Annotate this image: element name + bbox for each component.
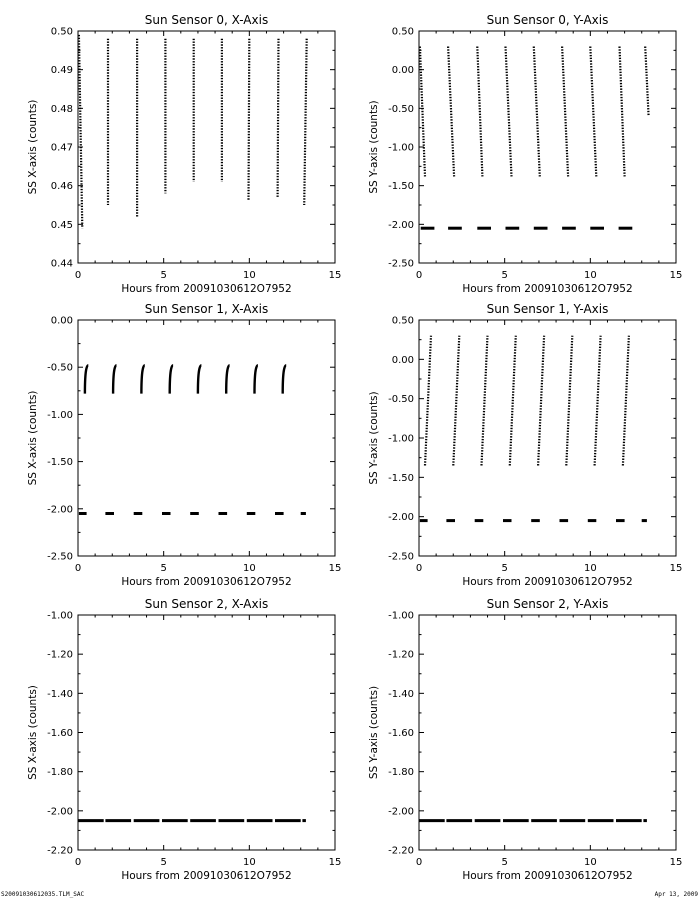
x-axis-label: Hours from 20091030612O7952 [462,870,633,882]
data-mark-s0-6 [595,336,601,466]
data-mark-s0-8 [645,47,648,117]
data-mark-s0-4 [538,336,544,466]
y-tick-label: -0.50 [388,394,414,406]
y-axis-label: SS Y-axis (counts) [368,685,380,780]
y-axis-label: SS X-axis (counts) [27,685,39,780]
x-tick-label: 15 [669,857,683,868]
x-tick-label: 15 [328,857,342,868]
y-tick-label: -2.50 [388,258,414,270]
data-mark-s0-0 [420,47,425,177]
data-mark-s0-8 [304,39,307,205]
y-tick-label: -2.50 [388,551,414,563]
data-mark-s0-1 [448,47,454,177]
y-tick-label: 0.47 [50,142,73,154]
data-mark-s0-7 [620,47,625,177]
x-tick-label: 5 [501,270,508,281]
y-tick-label: -0.50 [388,103,414,115]
x-axis-label: Hours from 20091030612O7952 [121,576,292,588]
data-mark-s0-3 [506,47,512,177]
chart-panel-4 [27,597,341,882]
y-tick-label: -1.50 [388,472,414,484]
y-tick-label: -1.50 [47,457,73,469]
x-tick-label: 10 [583,270,597,281]
y-tick-label: -0.50 [47,362,73,374]
data-mark-s0-2 [482,336,488,466]
data-mark-s0-6 [255,365,258,393]
data-mark-s0-2 [141,365,144,393]
data-mark-s0-0 [425,336,431,466]
chart-panel-3 [368,302,682,588]
data-mark-s0-7 [283,365,287,393]
chart-title: Sun Sensor 1, Y-Axis [486,302,609,316]
y-axis-label: SS X-axis (counts) [27,390,39,486]
x-tick-label: 0 [415,270,423,281]
y-tick-label: 0.49 [50,65,73,77]
y-tick-label: 0.00 [391,65,414,77]
y-tick-label: -1.20 [388,649,414,661]
x-tick-label: 15 [328,270,342,281]
data-mark-s0-7 [623,336,629,466]
x-tick-label: 5 [160,270,167,281]
plot-frame [78,31,335,263]
chart-title: Sun Sensor 0, Y-Axis [486,13,609,27]
y-tick-label: -2.20 [47,845,73,857]
data-mark-s0-0 [79,35,82,228]
y-tick-label: 0.50 [391,26,414,38]
x-axis-label: Hours from 20091030612O7952 [462,576,633,588]
y-tick-label: -1.00 [47,409,73,421]
data-mark-s0-1 [113,365,116,393]
data-mark-s0-1 [453,336,459,466]
x-tick-label: 10 [242,270,256,281]
data-mark-s0-5 [226,365,229,393]
data-mark-s0-3 [510,336,516,466]
y-tick-label: -2.50 [47,551,73,563]
y-tick-label: -1.40 [47,688,73,700]
data-mark-s0-6 [590,47,596,177]
y-tick-label: 0.44 [50,258,73,270]
y-tick-label: 0.50 [391,315,414,327]
y-tick-label: -1.00 [388,142,414,154]
y-tick-label: 0.00 [50,315,73,327]
y-axis-label: SS Y-axis (counts) [368,391,380,485]
x-tick-label: 5 [501,563,508,574]
y-tick-label: -2.00 [47,504,73,516]
x-tick-label: 10 [242,857,256,868]
chart-title: Sun Sensor 2, X-Axis [144,597,269,611]
x-tick-label: 0 [74,563,82,574]
y-tick-label: 0.45 [50,219,73,231]
y-tick-label: -2.00 [388,806,414,818]
chart-title: Sun Sensor 2, Y-Axis [486,597,609,611]
x-tick-label: 5 [160,563,167,574]
chart-panel-0 [27,13,341,295]
x-tick-label: 15 [328,563,342,574]
chart-panel-2 [27,302,341,588]
chart-panel-5 [368,597,682,882]
y-tick-label: -1.00 [388,610,414,622]
x-tick-label: 0 [415,563,423,574]
x-tick-label: 15 [669,563,683,574]
y-tick-label: -1.00 [388,433,414,445]
x-tick-label: 5 [501,857,508,868]
y-tick-label: -1.00 [47,610,73,622]
y-tick-label: -1.60 [47,728,73,739]
data-mark-s0-5 [562,47,568,177]
data-mark-s0-6 [249,39,250,201]
y-tick-label: -1.60 [388,728,414,739]
plot-frame [78,320,335,556]
data-mark-s0-2 [477,47,482,177]
data-mark-s0-5 [566,336,572,466]
y-tick-label: -1.80 [47,767,73,779]
y-tick-label: 0.00 [391,354,414,366]
y-tick-label: -2.00 [388,219,414,231]
y-axis-label: SS X-axis (counts) [27,99,39,195]
x-axis-label: Hours from 20091030612O7952 [462,283,633,295]
x-tick-label: 0 [74,270,82,281]
x-axis-label: Hours from 20091030612O7952 [121,283,292,295]
y-tick-label: -1.40 [388,688,414,700]
footer-source-file: S20091030612035.TLM_SAC [1,891,85,898]
y-tick-label: -1.80 [388,767,414,779]
x-tick-label: 5 [160,857,167,868]
chart-panel-1 [368,13,682,295]
y-tick-label: 0.48 [50,103,73,115]
y-tick-label: -2.00 [47,806,73,818]
x-tick-label: 0 [74,857,82,868]
x-axis-label: Hours from 20091030612O7952 [121,870,292,882]
chart-title: Sun Sensor 0, X-Axis [144,13,269,27]
x-tick-label: 10 [583,563,597,574]
data-mark-s0-4 [534,47,540,177]
footer-date: Apr 13, 2009 [654,891,698,898]
data-mark-s0-7 [278,39,279,198]
chart-title: Sun Sensor 1, X-Axis [144,302,269,316]
y-axis-label: SS Y-axis (counts) [368,100,380,194]
data-mark-s0-4 [198,365,202,393]
y-tick-label: 0.50 [50,26,73,38]
y-tick-label: -2.00 [388,512,414,524]
data-mark-s0-3 [170,365,173,393]
y-tick-label: -1.50 [388,181,414,193]
x-tick-label: 10 [583,857,597,868]
y-tick-label: 0.46 [50,181,73,193]
x-tick-label: 10 [242,563,256,574]
y-tick-label: -2.20 [388,845,414,857]
plot-frame [78,615,335,850]
plot-frame [419,615,676,850]
x-tick-label: 15 [669,270,683,281]
x-tick-label: 0 [415,857,423,868]
y-tick-label: -1.20 [47,649,73,661]
data-mark-s0-0 [85,365,88,393]
